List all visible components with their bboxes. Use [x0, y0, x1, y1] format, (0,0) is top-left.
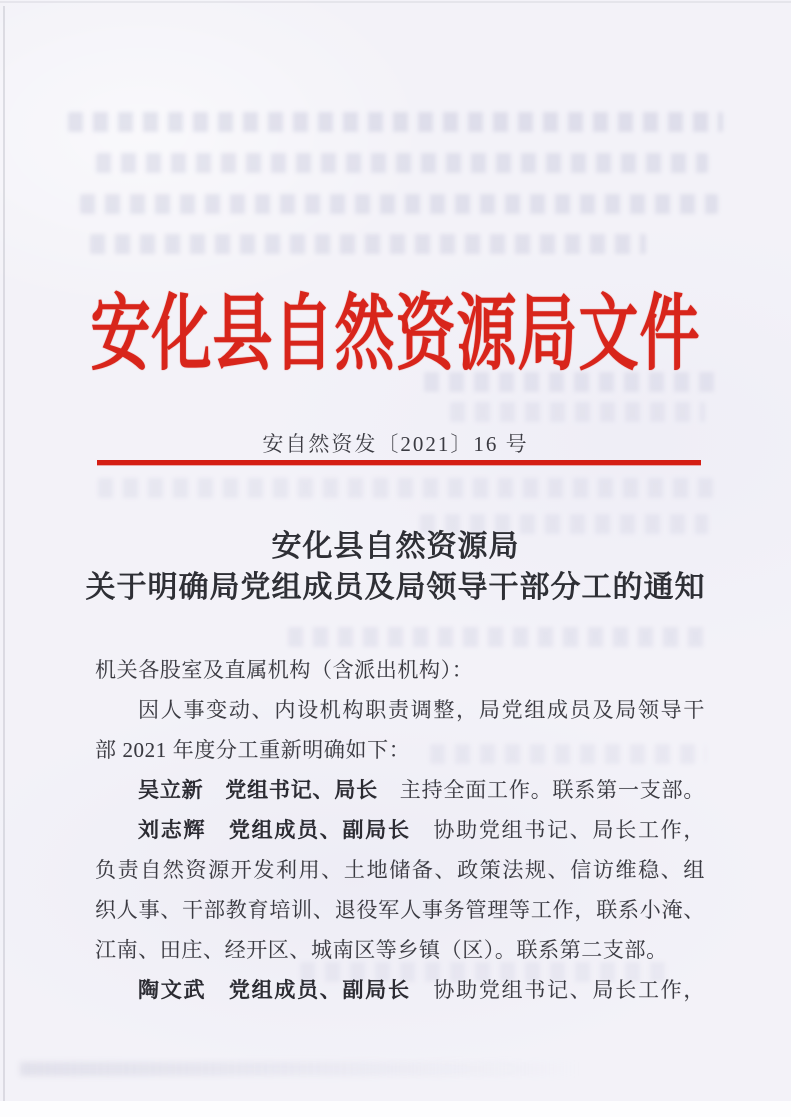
body-line: [95, 970, 705, 1010]
body-text-bold: 刘志辉 党组成员、副局长: [138, 818, 411, 842]
body-text: 部 2021 年度分工重新明确如下：: [95, 738, 411, 762]
document-number: 安自然资发〔2021〕16 号: [262, 432, 529, 456]
red-masthead: [0, 268, 791, 380]
bleed-through-text: [98, 478, 713, 498]
scan-edge-top: [0, 1, 791, 3]
red-divider-rule: [97, 460, 701, 465]
body-line: [95, 730, 705, 770]
body-line: [95, 850, 705, 890]
body-text: 协助党组书记、局长工作，: [410, 978, 705, 1002]
body-text: 主持全面工作。联系第一支部。: [377, 778, 706, 802]
body-line: [95, 930, 705, 970]
bleed-through-text: [80, 194, 718, 214]
body-line: [95, 690, 705, 730]
document-title: [0, 526, 791, 608]
body-text-bold: 吴立新 党组书记、局长: [138, 778, 378, 802]
bleed-through-text: [90, 234, 646, 254]
body-text: 负责自然资源开发利用、土地储备、政策法规、信访维稳、组: [95, 858, 705, 882]
body-text: 江南、田庄、经开区、城南区等乡镇（区）。联系第二支部。: [95, 938, 668, 962]
scan-artifact-streak: [20, 1062, 580, 1076]
body-text: 协助党组书记、局长工作，: [410, 818, 705, 842]
document-title-line2: 关于明确局党组成员及局领导干部分工的通知: [85, 571, 706, 604]
bleed-through-text: [68, 112, 723, 132]
masthead-title: 安化县自然资源局文件: [90, 288, 701, 380]
body-text-bold: 陶文武 党组成员、副局长: [138, 978, 411, 1002]
body-line: [95, 890, 705, 930]
document-body: [95, 650, 705, 1010]
body-line: [95, 650, 705, 690]
body-text: 机关各股室及直属机构（含派出机构）：: [95, 658, 474, 682]
bleed-through-text: [450, 402, 705, 422]
bleed-through-text: [288, 627, 713, 647]
body-line: [95, 770, 705, 810]
body-text: 因人事变动、内设机构职责调整，局党组成员及局领导干: [138, 698, 705, 722]
document-title-line1: 安化县自然资源局: [271, 530, 520, 563]
bleed-through-text: [96, 153, 708, 173]
body-text: 织人事、干部教育培训、退役军人事务管理等工作，联系小淹、: [95, 898, 705, 922]
body-line: [95, 810, 705, 850]
